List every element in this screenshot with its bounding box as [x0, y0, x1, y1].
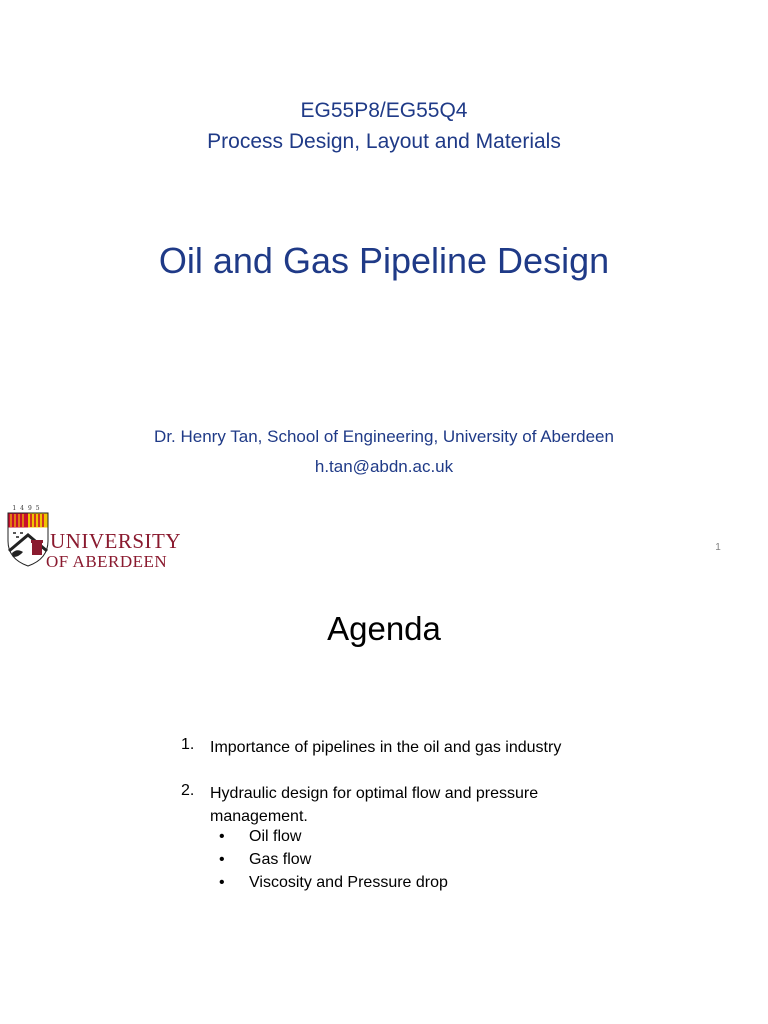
author-line: Dr. Henry Tan, School of Engineering, University of Aberdeen	[154, 427, 614, 446]
agenda-slide	[0, 580, 768, 1024]
agenda-item-number: 2.	[181, 782, 195, 799]
course-code: EG55P8/EG55Q4	[300, 99, 468, 122]
university-crest-icon	[5, 503, 51, 569]
crest-tower	[32, 543, 42, 555]
bullet-icon: •	[219, 874, 225, 891]
presentation-title: Oil and Gas Pipeline Design	[158, 240, 610, 281]
agenda-subitem-text: Oil flow	[249, 828, 302, 845]
university-logo	[5, 503, 180, 573]
course-name: Process Design, Layout and Materials	[207, 130, 561, 153]
crest-year: 1495	[12, 505, 44, 512]
agenda-title: Agenda	[327, 610, 441, 647]
agenda-subitem-text: Viscosity and Pressure drop	[249, 874, 448, 891]
author-email: h.tan@abdn.ac.uk	[314, 457, 454, 476]
bullet-icon: •	[219, 828, 225, 845]
logo-text-university: UNIVERSITY	[50, 529, 181, 553]
agenda-item-text: Importance of pipelines in the oil and gas industry	[210, 739, 562, 756]
agenda-item-number: 1.	[181, 736, 195, 753]
agenda-subitem-text: Gas flow	[249, 851, 312, 868]
crest-tower-top	[31, 540, 43, 543]
bullet-icon: •	[219, 851, 225, 868]
agenda-item-text: Hydraulic design for optimal flow and pressure management.	[210, 785, 539, 825]
page-number: 1	[715, 542, 721, 553]
logo-text-aberdeen: OF ABERDEEN	[46, 552, 168, 571]
